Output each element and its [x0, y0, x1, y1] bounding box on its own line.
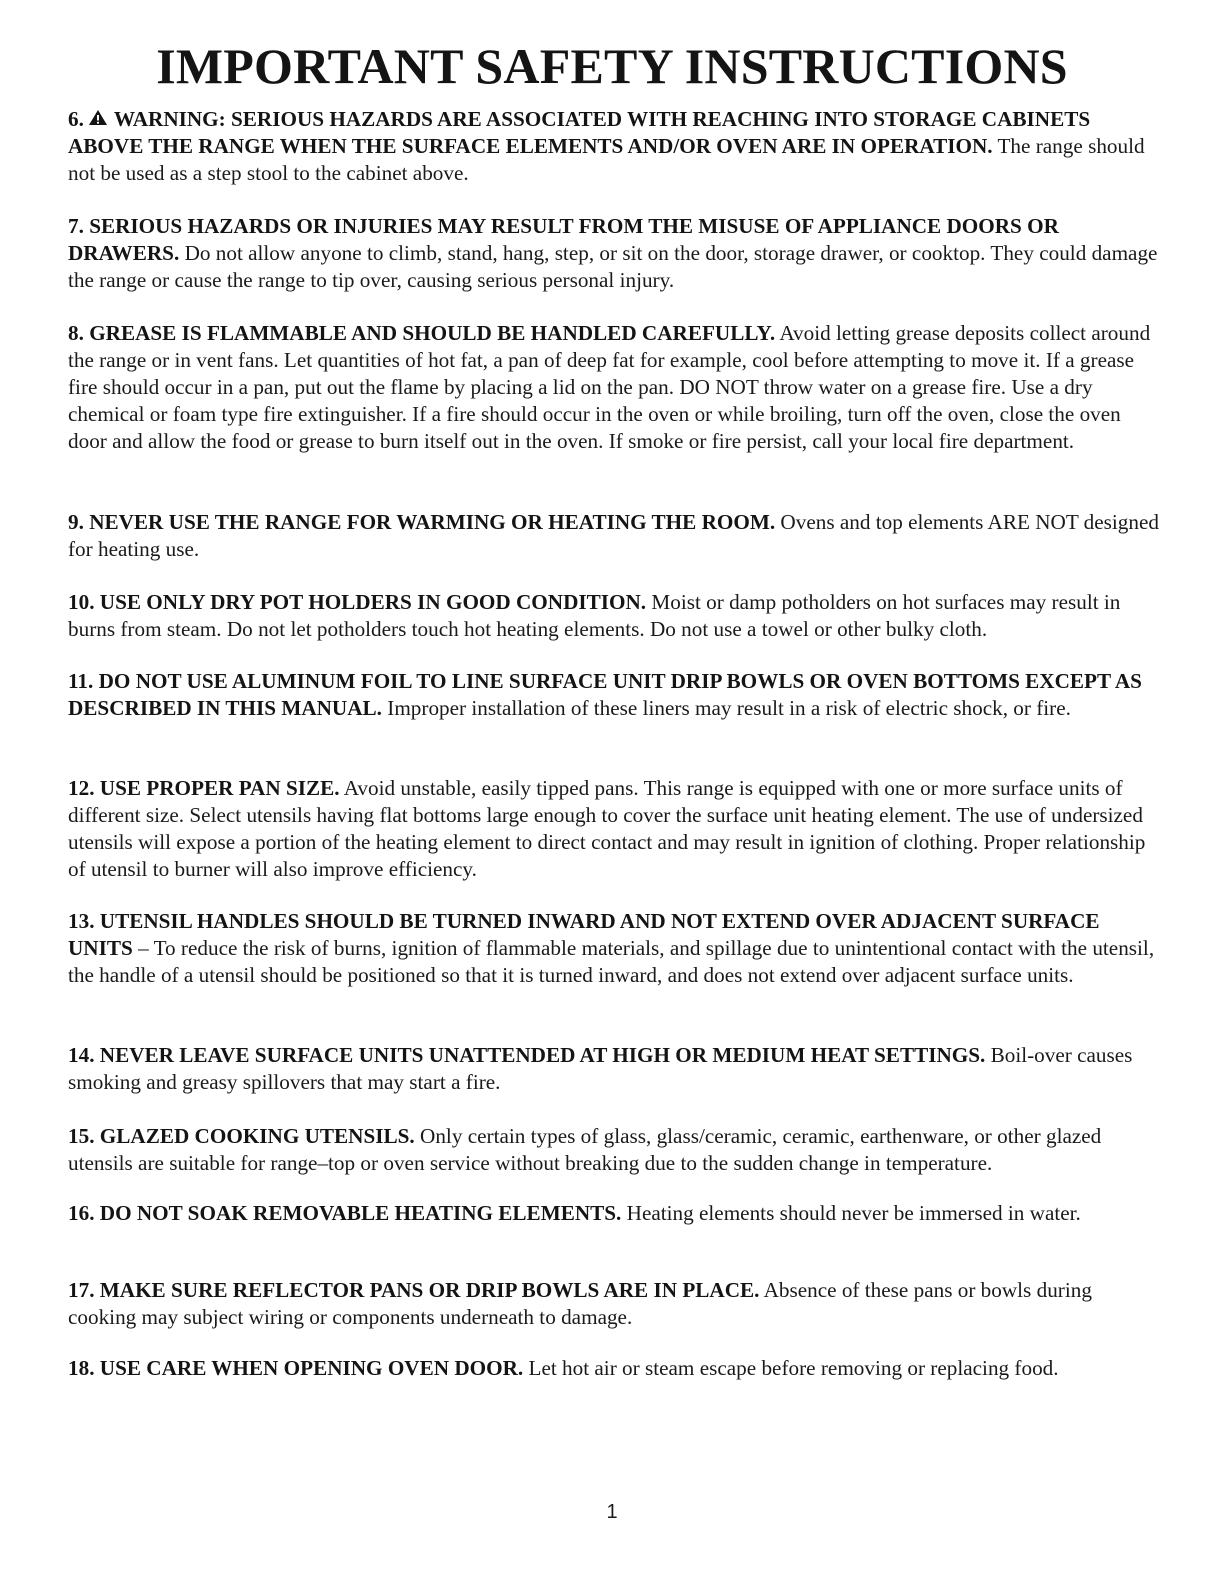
item-heading: USE CARE WHEN OPENING OVEN DOOR.	[99, 1356, 524, 1380]
item-number: 18.	[68, 1356, 95, 1380]
item-body: Avoid letting grease deposits collect around the range or in vent fans. Let quantities of hot fat, a pan of deep fat for example, cool before attempting to move it. If a grease fire should occur in a pan, put out the flame by placing a lid on the pan. DO NOT throw water on a grease fire. Use a dry chemical or foam type fire extinguisher. If a fire should occur in the oven or while broiling, turn off the oven, close the oven door and allow the food or grease to burn itself out in the oven. If smoke or fire persist, call your local fire department.	[68, 321, 1151, 453]
item-body: Heating elements should never be immersed in water.	[626, 1201, 1081, 1225]
item-body: Do not allow anyone to climb, stand, hang, step, or sit on the door, storage drawer, or cooktop. They could damage the range or cause the range to tip over, causing serious personal injury.	[68, 241, 1158, 292]
instruction-item-14	[68, 1042, 1160, 1096]
item-number: 16.	[68, 1201, 95, 1225]
item-heading: DO NOT SOAK REMOVABLE HEATING ELEMENTS.	[99, 1201, 622, 1225]
item-heading: USE PROPER PAN SIZE.	[99, 776, 340, 800]
instruction-item-18	[68, 1355, 1160, 1382]
item-heading: WARNING: SERIOUS HAZARDS ARE ASSOCIATED WITH REACHING INTO STORAGE CABINETS ABOVE THE RANGE WHEN THE SURFACE ELEMENTS AND/OR OVEN ARE IN OPERATION.	[68, 107, 1091, 158]
item-body: Avoid unstable, easily tipped pans. This range is equipped with one or more surface units of different size. Select utensils having flat bottoms large enough to cover the surface unit heating element. The use of undersized utensils will expose a portion of the heating element to direct contact and may result in ignition of clothing. Proper relationship of utensil to burner will also improve efficiency.	[68, 776, 1146, 881]
item-number: 13.	[68, 909, 95, 933]
item-heading: DO NOT USE ALUMINUM FOIL TO LINE SURFACE UNIT DRIP BOWLS OR OVEN BOTTOMS EXCEPT AS DESCRIBED IN THIS MANUAL.	[68, 669, 1142, 720]
item-body: Let hot air or steam escape before removing or replacing food.	[528, 1356, 1059, 1380]
page-title: IMPORTANT SAFETY INSTRUCTIONS	[156, 38, 1068, 94]
item-number: 11.	[68, 669, 94, 693]
item-number: 17.	[68, 1278, 95, 1302]
instruction-item-16	[68, 1200, 1160, 1227]
item-number: 9.	[68, 510, 84, 534]
instruction-item-8	[68, 320, 1160, 455]
item-heading: NEVER LEAVE SURFACE UNITS UNATTENDED AT HIGH OR MEDIUM HEAT SETTINGS.	[99, 1043, 986, 1067]
item-number: 7.	[68, 214, 84, 238]
item-body: Improper installation of these liners may result in a risk of electric shock, or fire.	[387, 696, 1071, 720]
item-number: 12.	[68, 776, 95, 800]
item-number: 10.	[68, 590, 95, 614]
item-body: Ovens and top elements ARE NOT designed for heating use.	[68, 510, 1159, 561]
item-body: – To reduce the risk of burns, ignition of flammable materials, and spillage due to unintentional contact with the utensil, the handle of a utensil should be positioned so that it is turned inward, and does not extend over adjacent surface units.	[68, 936, 1155, 987]
instruction-item-17	[68, 1277, 1160, 1331]
instruction-item-15	[68, 1123, 1160, 1177]
warning-triangle-icon	[88, 109, 108, 126]
item-body: Boil-over causes smoking and greasy spillovers that may start a fire.	[68, 1043, 1133, 1094]
item-heading: USE ONLY DRY POT HOLDERS IN GOOD CONDITION.	[99, 590, 647, 614]
instruction-item-7	[68, 213, 1160, 294]
instruction-item-12	[68, 775, 1160, 883]
page-number: 1	[606, 1501, 618, 1523]
instruction-item-9	[68, 509, 1160, 563]
item-heading: NEVER USE THE RANGE FOR WARMING OR HEATING THE ROOM.	[89, 510, 776, 534]
item-body: Moist or damp potholders on hot surfaces may result in burns from steam. Do not let potholders touch hot heating elements. Do not use a towel or other bulky cloth.	[68, 590, 1121, 641]
item-heading: UTENSIL HANDLES SHOULD BE TURNED INWARD AND NOT EXTEND OVER ADJACENT SURFACE UNITS	[68, 909, 1100, 960]
instruction-item-10	[68, 589, 1160, 643]
item-heading: SERIOUS HAZARDS OR INJURIES MAY RESULT FROM THE MISUSE OF APPLIANCE DOORS OR DRAWERS.	[68, 214, 1059, 265]
item-body: The range should not be used as a step stool to the cabinet above.	[68, 134, 1145, 185]
instruction-item-11	[68, 668, 1160, 722]
item-number: 6.	[68, 107, 84, 131]
item-number: 14.	[68, 1043, 95, 1067]
instruction-item-6	[68, 106, 1160, 187]
item-heading: GREASE IS FLAMMABLE AND SHOULD BE HANDLED CAREFULLY.	[89, 321, 776, 345]
instruction-item-13	[68, 908, 1160, 989]
item-number: 8.	[68, 321, 84, 345]
item-number: 15.	[68, 1124, 95, 1148]
item-heading: MAKE SURE REFLECTOR PANS OR DRIP BOWLS ARE IN PLACE.	[99, 1278, 760, 1302]
item-heading: GLAZED COOKING UTENSILS.	[99, 1124, 415, 1148]
item-body: Only certain types of glass, glass/ceramic, ceramic, earthenware, or other glazed utensils are suitable for range–top or oven service without breaking due to the sudden change in temperature.	[68, 1124, 1102, 1175]
item-body: Absence of these pans or bowls during cooking may subject wiring or components underneath to damage.	[68, 1278, 1092, 1329]
